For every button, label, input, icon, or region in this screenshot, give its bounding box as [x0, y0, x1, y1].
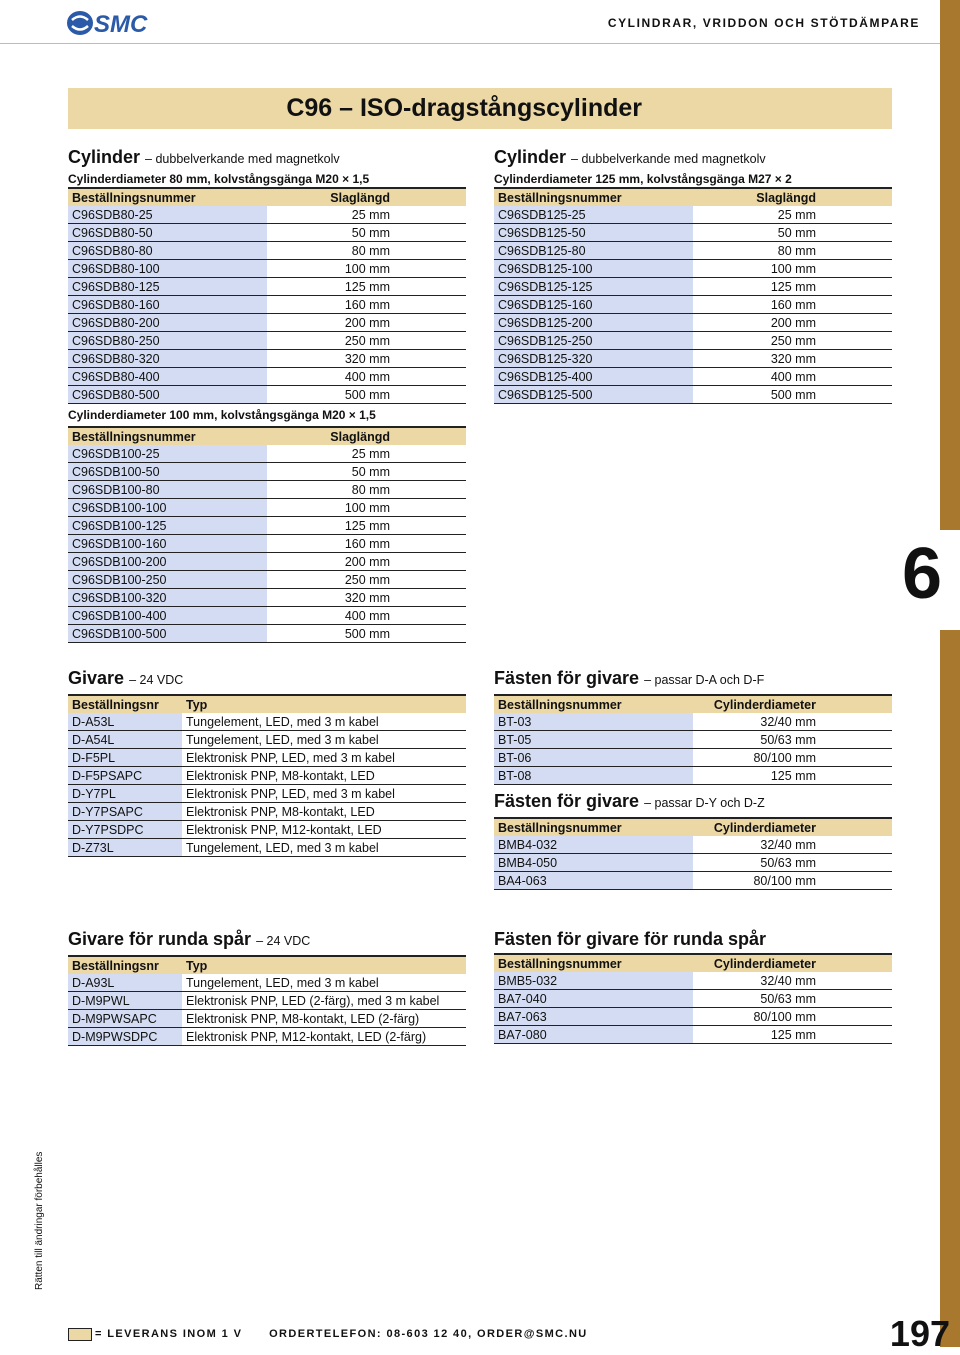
table-row — [68, 785, 466, 803]
smc-logo — [66, 8, 156, 38]
table-row — [494, 314, 892, 332]
cylinder-section-left — [68, 146, 466, 643]
value-cell: 320 mm — [267, 589, 466, 607]
table-row — [68, 368, 466, 386]
table-row — [68, 767, 466, 785]
table-row — [494, 278, 892, 296]
order-number-cell: C96SDB125-160 — [494, 296, 693, 314]
value-cell: 400 mm — [267, 607, 466, 625]
fasten-runda-section — [494, 928, 892, 1044]
table-row — [494, 260, 892, 278]
section-heading: Fästen för givare – passar D-A och D-F — [494, 668, 765, 688]
value-cell: 320 mm — [267, 350, 466, 368]
column-header-value: Typ — [182, 695, 466, 713]
table-row — [68, 260, 466, 278]
table-row — [494, 386, 892, 404]
header-divider — [0, 43, 940, 44]
table-row — [494, 749, 892, 767]
column-header-value: Cylinderdiameter — [693, 818, 892, 836]
order-number-cell: C96SDB80-80 — [68, 242, 267, 260]
order-number-cell: C96SDB80-50 — [68, 224, 267, 242]
column-header-value: Slaglängd — [267, 427, 466, 445]
table-row — [68, 206, 466, 224]
order-number-cell: C96SDB80-160 — [68, 296, 267, 314]
section-subheading: Cylinderdiameter 80 mm, kolvstångsgänga M20 × 1,5 — [68, 172, 370, 186]
order-number-cell: D-F5PSAPC — [68, 767, 182, 785]
table-row — [494, 990, 892, 1008]
value-cell: 80/100 mm — [693, 1008, 892, 1026]
cylinder-100-table — [68, 426, 466, 643]
value-cell: 80/100 mm — [693, 872, 892, 890]
order-number-cell: D-M9PWL — [68, 992, 182, 1010]
value-cell: 125 mm — [693, 1026, 892, 1044]
order-number-cell: BA7-080 — [494, 1026, 693, 1044]
table-row — [68, 749, 466, 767]
section-heading: Fästen för givare för runda spår — [494, 929, 767, 949]
table-row — [68, 499, 466, 517]
column-header-order-number: Beställningsnummer — [494, 954, 693, 972]
value-cell: Elektronisk PNP, M8-kontakt, LED — [182, 803, 466, 821]
value-cell: 250 mm — [267, 332, 466, 350]
order-number-cell: C96SDB125-80 — [494, 242, 693, 260]
cylinder-section-right — [494, 146, 892, 404]
order-number-cell: D-Y7PSAPC — [68, 803, 182, 821]
order-number-cell: C96SDB80-125 — [68, 278, 267, 296]
value-cell: Elektronisk PNP, LED (2-färg), med 3 m kabel — [182, 992, 466, 1010]
table-row — [494, 854, 892, 872]
order-number-cell: C96SDB80-250 — [68, 332, 267, 350]
order-number-cell: D-Z73L — [68, 839, 182, 857]
column-header-order-number: Beställningsnr — [68, 956, 182, 974]
order-number-cell: C96SDB125-500 — [494, 386, 693, 404]
table-row — [68, 242, 466, 260]
order-number-cell: BT-05 — [494, 731, 693, 749]
order-number-cell: BMB4-032 — [494, 836, 693, 854]
order-number-cell: BMB4-050 — [494, 854, 693, 872]
table-row — [494, 350, 892, 368]
order-number-cell: D-A93L — [68, 974, 182, 992]
order-number-cell: C96SDB125-320 — [494, 350, 693, 368]
value-cell: 50 mm — [267, 224, 466, 242]
value-cell: 25 mm — [693, 206, 892, 224]
column-header-order-number: Beställningsnummer — [494, 188, 693, 206]
order-number-cell: C96SDB100-500 — [68, 625, 267, 643]
order-number-cell: D-M9PWSDPC — [68, 1028, 182, 1046]
table-row — [68, 445, 466, 463]
value-cell: 32/40 mm — [693, 713, 892, 731]
order-number-cell: C96SDB100-400 — [68, 607, 267, 625]
table-row — [68, 517, 466, 535]
table-row — [68, 839, 466, 857]
order-number-cell: C96SDB100-100 — [68, 499, 267, 517]
table-row — [494, 1026, 892, 1044]
column-header-order-number: Beställningsnummer — [68, 188, 267, 206]
value-cell: Tungelement, LED, med 3 m kabel — [182, 713, 466, 731]
table-row — [68, 535, 466, 553]
column-header-value: Cylinderdiameter — [693, 954, 892, 972]
value-cell: 160 mm — [693, 296, 892, 314]
order-number-cell: C96SDB80-320 — [68, 350, 267, 368]
value-cell: 320 mm — [693, 350, 892, 368]
column-header-value: Slaglängd — [267, 188, 466, 206]
table-row — [494, 332, 892, 350]
value-cell: 32/40 mm — [693, 836, 892, 854]
table-row — [68, 974, 466, 992]
order-number-cell: BT-08 — [494, 767, 693, 785]
table-row — [68, 386, 466, 404]
value-cell: 50 mm — [267, 463, 466, 481]
section-heading: Cylinder – dubbelverkande med magnetkolv — [68, 147, 340, 167]
fasten-dyz-table — [494, 817, 892, 890]
value-cell: 125 mm — [693, 278, 892, 296]
stock-legend-swatch — [68, 1328, 92, 1341]
value-cell: 100 mm — [693, 260, 892, 278]
side-note: Rätten till ändringar förbehålles — [34, 1151, 45, 1290]
givare-table — [68, 694, 466, 857]
column-header-value: Cylinderdiameter — [693, 695, 892, 713]
order-number-cell: C96SDB100-50 — [68, 463, 267, 481]
order-number-cell: BA7-040 — [494, 990, 693, 1008]
order-number-cell: C96SDB125-250 — [494, 332, 693, 350]
table-row — [494, 713, 892, 731]
table-row — [68, 1010, 466, 1028]
value-cell: 160 mm — [267, 535, 466, 553]
order-number-cell: C96SDB125-100 — [494, 260, 693, 278]
value-cell: Tungelement, LED, med 3 m kabel — [182, 839, 466, 857]
value-cell: 160 mm — [267, 296, 466, 314]
order-number-cell: C96SDB100-250 — [68, 571, 267, 589]
column-header-order-number: Beställningsnummer — [494, 695, 693, 713]
table-row — [494, 972, 892, 990]
table-row — [494, 767, 892, 785]
order-number-cell: D-A53L — [68, 713, 182, 731]
fasten-runda-table — [494, 953, 892, 1044]
table-row — [494, 206, 892, 224]
value-cell: 250 mm — [267, 571, 466, 589]
table-row — [494, 296, 892, 314]
value-cell: 100 mm — [267, 499, 466, 517]
order-number-cell: C96SDB125-400 — [494, 368, 693, 386]
order-number-cell: C96SDB80-25 — [68, 206, 267, 224]
table-row — [494, 836, 892, 854]
table-row — [68, 821, 466, 839]
table-row — [68, 589, 466, 607]
table-row — [68, 1028, 466, 1046]
value-cell: 80/100 mm — [693, 749, 892, 767]
order-number-cell: C96SDB125-200 — [494, 314, 693, 332]
page-number: 197 — [889, 1313, 950, 1354]
order-number-cell: D-A54L — [68, 731, 182, 749]
value-cell: 400 mm — [693, 368, 892, 386]
order-number-cell: D-F5PL — [68, 749, 182, 767]
table-row — [68, 625, 466, 643]
value-cell: Elektronisk PNP, M12-kontakt, LED — [182, 821, 466, 839]
value-cell: Elektronisk PNP, LED, med 3 m kabel — [182, 785, 466, 803]
section-heading: Fästen för givare – passar D-Y och D-Z — [494, 791, 765, 811]
table-row — [494, 242, 892, 260]
value-cell: 80 mm — [267, 481, 466, 499]
table-row — [68, 296, 466, 314]
title-banner — [68, 88, 892, 129]
fasten-df-table — [494, 694, 892, 785]
table-row — [68, 463, 466, 481]
footer-text: = LEVERANS INOM 1 V ORDERTELEFON: 08-603 12 40, ORDER@SMC.NU — [95, 1328, 588, 1340]
table-row — [68, 803, 466, 821]
table-row — [494, 872, 892, 890]
order-number-cell: C96SDB125-25 — [494, 206, 693, 224]
order-number-cell: C96SDB100-125 — [68, 517, 267, 535]
order-number-cell: BA4-063 — [494, 872, 693, 890]
cylinder-125-table — [494, 187, 892, 404]
table-row — [494, 368, 892, 386]
sidebar-tab-top — [940, 0, 960, 530]
section-subheading: Cylinderdiameter 100 mm, kolvstångsgänga M20 × 1,5 — [68, 408, 376, 422]
value-cell: 50/63 mm — [693, 731, 892, 749]
value-cell: 500 mm — [267, 386, 466, 404]
fasten-df-section — [494, 667, 892, 785]
order-number-cell: C96SDB80-400 — [68, 368, 267, 386]
column-header-value: Slaglängd — [693, 188, 892, 206]
value-cell: Tungelement, LED, med 3 m kabel — [182, 731, 466, 749]
value-cell: 80 mm — [693, 242, 892, 260]
table-row — [68, 992, 466, 1010]
order-number-cell: C96SDB100-160 — [68, 535, 267, 553]
table-row — [68, 713, 466, 731]
order-number-cell: C96SDB100-320 — [68, 589, 267, 607]
value-cell: Elektronisk PNP, M12-kontakt, LED (2-färg) — [182, 1028, 466, 1046]
value-cell: 50 mm — [693, 224, 892, 242]
value-cell: 500 mm — [693, 386, 892, 404]
value-cell: 100 mm — [267, 260, 466, 278]
value-cell: 200 mm — [693, 314, 892, 332]
value-cell: 32/40 mm — [693, 972, 892, 990]
order-number-cell: BA7-063 — [494, 1008, 693, 1026]
section-heading: Cylinder – dubbelverkande med magnetkolv — [494, 147, 766, 167]
table-row — [68, 332, 466, 350]
value-cell: 125 mm — [267, 517, 466, 535]
table-row — [68, 731, 466, 749]
column-header-order-number: Beställningsnr — [68, 695, 182, 713]
page-title: C96 – ISO-dragstångscylinder — [286, 94, 642, 122]
order-number-cell: C96SDB100-200 — [68, 553, 267, 571]
order-number-cell: C96SDB100-80 — [68, 481, 267, 499]
order-number-cell: D-Y7PSDPC — [68, 821, 182, 839]
cylinder-80-table — [68, 187, 466, 404]
value-cell: Tungelement, LED, med 3 m kabel — [182, 974, 466, 992]
value-cell: Elektronisk PNP, LED, med 3 m kabel — [182, 749, 466, 767]
table-row — [494, 731, 892, 749]
category-header: CYLINDRAR, VRIDDON OCH STÖTDÄMPARE — [607, 16, 920, 30]
table-row — [68, 278, 466, 296]
section-subheading: Cylinderdiameter 125 mm, kolvstångsgänga M27 × 2 — [494, 172, 792, 186]
order-number-cell: BT-03 — [494, 713, 693, 731]
order-number-cell: BMB5-032 — [494, 972, 693, 990]
value-cell: 250 mm — [693, 332, 892, 350]
table-row — [494, 1008, 892, 1026]
value-cell: 125 mm — [693, 767, 892, 785]
value-cell: Elektronisk PNP, M8-kontakt, LED (2-färg) — [182, 1010, 466, 1028]
table-row — [68, 607, 466, 625]
order-number-cell: BT-06 — [494, 749, 693, 767]
fasten-dyz-section — [494, 790, 892, 890]
order-number-cell: C96SDB80-500 — [68, 386, 267, 404]
value-cell: Elektronisk PNP, M8-kontakt, LED — [182, 767, 466, 785]
givare-section — [68, 667, 466, 857]
value-cell: 500 mm — [267, 625, 466, 643]
column-header-order-number: Beställningsnummer — [494, 818, 693, 836]
table-row — [68, 481, 466, 499]
section-number: 6 — [902, 534, 943, 614]
order-number-cell: C96SDB80-100 — [68, 260, 267, 278]
sidebar-tab-bottom — [940, 630, 960, 1347]
table-row — [68, 314, 466, 332]
value-cell: 125 mm — [267, 278, 466, 296]
order-number-cell: C96SDB100-25 — [68, 445, 267, 463]
value-cell: 80 mm — [267, 242, 466, 260]
table-row — [494, 224, 892, 242]
order-number-cell: C96SDB125-50 — [494, 224, 693, 242]
table-row — [68, 350, 466, 368]
column-header-value: Typ — [182, 956, 466, 974]
order-number-cell: D-Y7PL — [68, 785, 182, 803]
brand-text: SMC — [94, 11, 148, 38]
value-cell: 25 mm — [267, 445, 466, 463]
order-number-cell: C96SDB80-200 — [68, 314, 267, 332]
value-cell: 200 mm — [267, 314, 466, 332]
order-number-cell: C96SDB125-125 — [494, 278, 693, 296]
value-cell: 25 mm — [267, 206, 466, 224]
order-number-cell: D-M9PWSAPC — [68, 1010, 182, 1028]
table-row — [68, 553, 466, 571]
value-cell: 50/63 mm — [693, 990, 892, 1008]
section-heading: Givare för runda spår – 24 VDC — [68, 929, 311, 949]
section-heading: Givare – 24 VDC — [68, 668, 184, 688]
value-cell: 400 mm — [267, 368, 466, 386]
value-cell: 200 mm — [267, 553, 466, 571]
table-row — [68, 224, 466, 242]
table-row — [68, 571, 466, 589]
givare-runda-section — [68, 928, 466, 1046]
givare-runda-table — [68, 955, 466, 1046]
value-cell: 50/63 mm — [693, 854, 892, 872]
column-header-order-number: Beställningsnummer — [68, 427, 267, 445]
